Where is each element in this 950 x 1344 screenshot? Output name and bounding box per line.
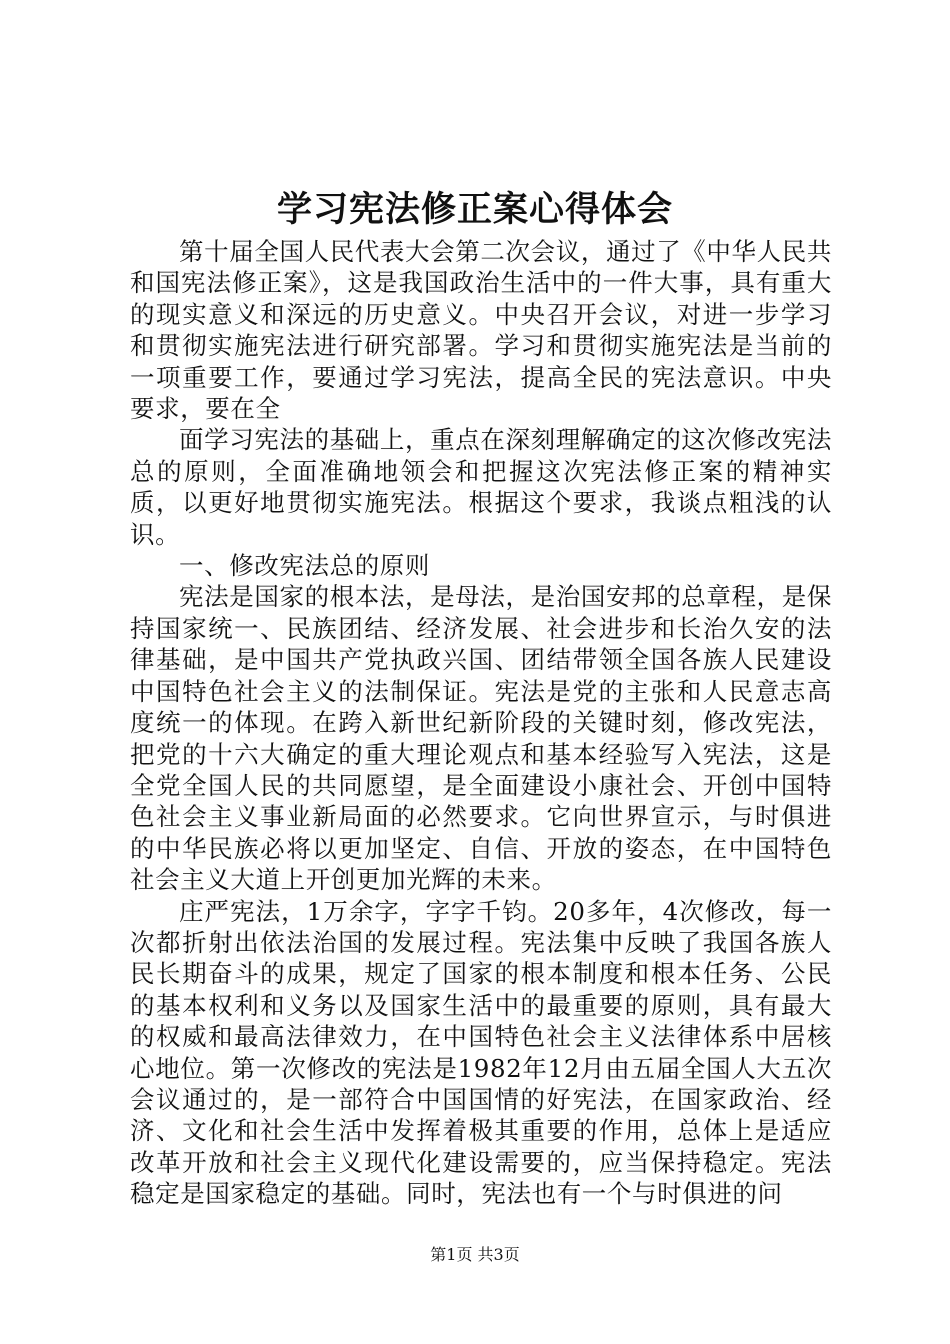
paragraph: 宪法是国家的根本法，是母法，是治国安邦的总章程，是保持国家统一、民族团结、经济发展、社会进步和长治久安的法律基础，是中国共产党执政兴国、团结带领全国各族人民建设中国特色社会主义的法制保证。宪法是党的主张和人民意志高度统一的体现。在跨入新世纪新阶段的关键时刻，修改宪法，把党的十六大确定的重大理论观点和基本经验写入宪法，这是全党全国人民的共同愿望，是全面建设小康社会、开创中国特色社会主义事业新局面的必然要求。它向世界宣示，与时俱进的中华民族必将以更加坚定、自信、开放的姿态，在中国特色社会主义大道上开创更加光辉的未来。 [130, 582, 832, 895]
section-heading: 一、修改宪法总的原则 [179, 551, 430, 581]
paragraph: 面学习宪法的基础上，重点在深刻理解确定的这次修改宪法总的原则，全面准确地领会和把握这次宪法修正案的精神实质，以更好地贯彻实施宪法。根据这个要求，我谈点粗浅的认识。 [130, 425, 832, 549]
document-body [130, 236, 832, 1210]
paragraph: 第十届全国人民代表大会第二次会议，通过了《中华人民共和国宪法修正案》，这是我国政治生活中的一件大事，具有重大的现实意义和深远的历史意义。中央召开会议，对进一步学习和贯彻实施宪法进行研究部署。学习和贯彻实施宪法是当前的一项重要工作，要通过学习宪法，提高全民的宪法意识。中央要求，要在全 [130, 237, 832, 424]
paragraph: 庄严宪法，1万余字，字字千钧。20多年，4次修改，每一次都折射出依法治国的发展过程。宪法集中反映了我国各族人民长期奋斗的成果，规定了国家的根本制度和根本任务、公民的基本权利和义务以及国家生活中的最重要的原则，具有最大的权威和最高法律效力，在中国特色社会主义法律体系中居核心地位。第一次修改的宪法是1982年12月由五届全国人大五次会议通过的，是一部符合中国国情的好宪法，在国家政治、经济、文化和社会生活中发挥着极其重要的作用，总体上是适应改革开放和社会主义现代化建设需要的，应当保持稳定。宪法稳定是国家稳定的基础。同时，宪法也有一个与时俱进的问 [130, 896, 832, 1209]
document-title: 学习宪法修正案心得体会 [276, 189, 673, 230]
page-footer: 第1页 共3页 [430, 1245, 520, 1264]
